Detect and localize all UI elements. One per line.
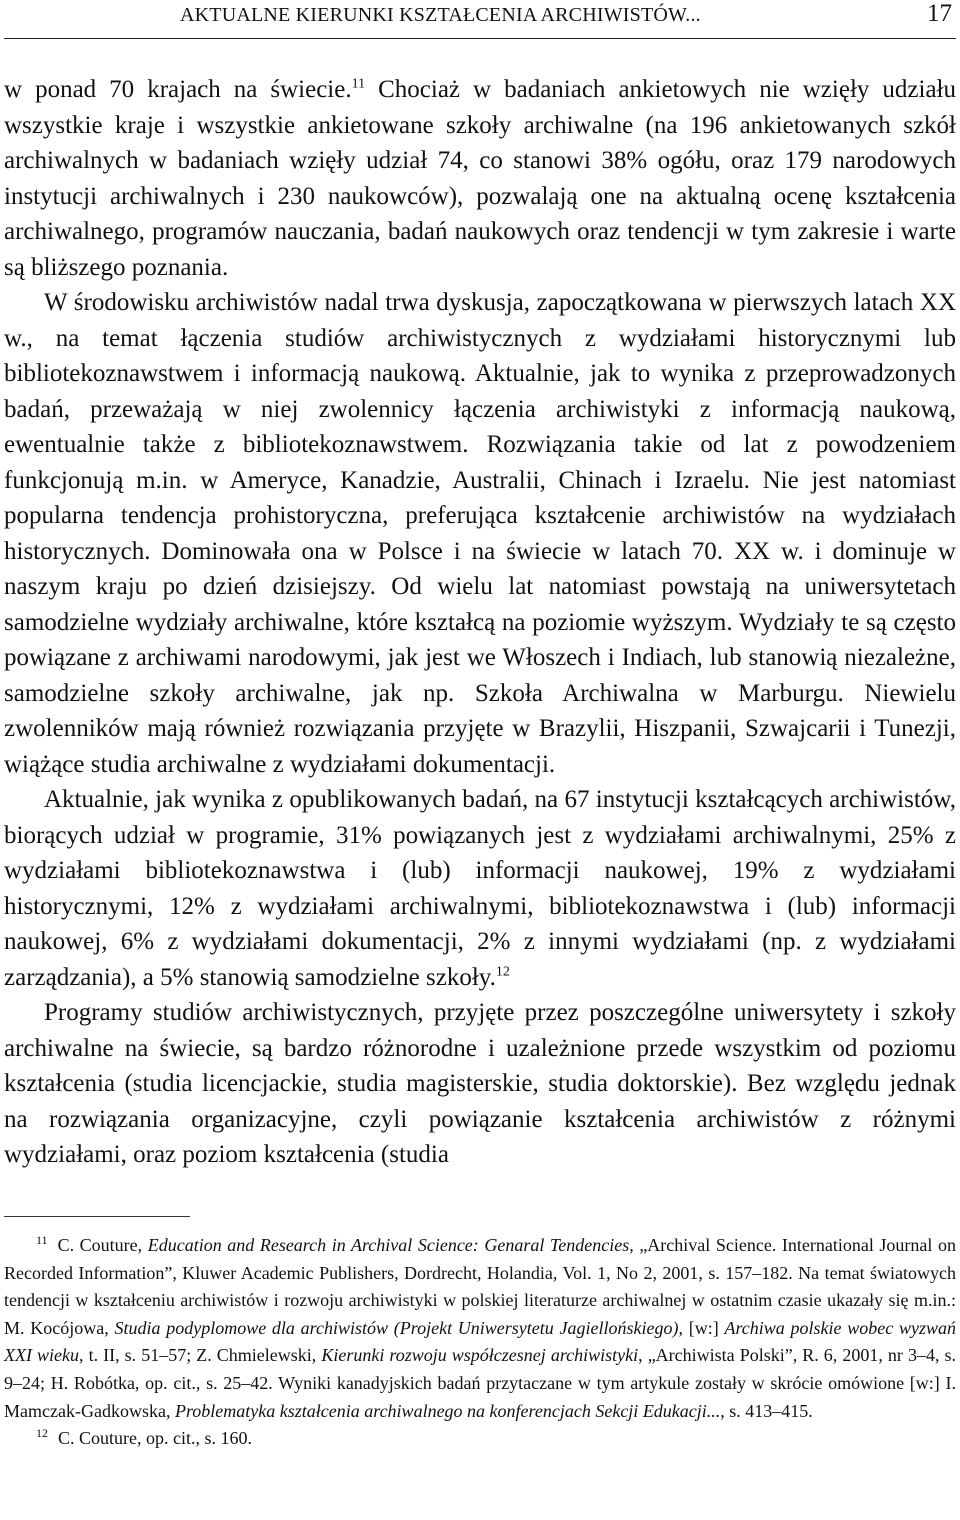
paragraph-4: Programy studiów archiwistycznych, przyjęte przez poszczególne uniwersytety i szkoły archiwalne na świecie, są bardzo różnorodne i uzależnione przede wszystkim od poziomu kształcenia (studia licencjackie, studia magisterskie, studia doktorskie). Bez względu jednak na rozwiązania organizacyjne, czyli powiązanie kształcenia archiwistów z różnymi wydziałami, oraz poziom kształcenia (studia: [4, 999, 956, 1168]
paragraph-1-rest: Chociaż w badaniach ankietowych nie wzięły udziału wszystkie kraje i wszystkie ankietowane szkoły archiwalne (na 196 ankietowanych szkół archiwalnych w badaniach wzięły udział 74, co stanowi 38% ogółu, oraz 179 narodowych instytucji archiwalnych i 230 naukowców), pozwalają one na aktualną ocenę kształcenia archiwalnego, programów nauczania, badań naukowych oraz tendencji w tym zakresie i warte są bliższego poznania.: [4, 76, 956, 281]
footnotes: [4, 1232, 956, 1453]
footnote-ref-11: 11: [351, 76, 366, 92]
page-number: 17: [927, 0, 952, 27]
page-header: [4, 0, 956, 39]
main-text: [4, 72, 956, 1173]
footnote-11: [4, 1232, 956, 1425]
footnote-11-text-6: , s. 413–415.: [720, 1400, 813, 1421]
footnote-11-text-3: , [w:]: [678, 1317, 725, 1338]
footnote-12-mark: 12: [36, 1426, 48, 1441]
footnote-ref-12: 12: [495, 964, 510, 980]
footnote-11-text-2: , „Archival Science. International Journal on Recorded Information”, Kluwer Academic Publishers, Dordrecht, Holandia, Vol. 1, No 2, 2001, s. 157–182. Na temat światowych tendencji w kształceniu archiwistów i rozwoju archiwistyki w polskiej literaturze archiwalnej w ostatnim czasie ukazały się m.in.: M. Kocójowa,: [4, 1235, 956, 1338]
footnote-11-title-4: Kierunki rozwoju współczesnej archiwistyki: [321, 1345, 639, 1366]
paragraph-1-start: w ponad 70 krajach na świecie.: [4, 76, 352, 103]
footnote-11-title-2: Studia podyplomowe dla archiwistów (Projekt Uniwersytetu Jagiellońskiego): [114, 1317, 679, 1338]
footnote-12: [4, 1425, 956, 1453]
footnote-11-text-4: , t. II, s. 51–57; Z. Chmielewski,: [79, 1345, 322, 1366]
paragraph-3-text: Aktualnie, jak wynika z opublikowanych badań, na 67 instytucji kształcących archiwistów, biorących udział w programie, 31% powiązanych jest z wydziałami archiwalnymi, 25% z wydziałami bibliotekoznawstwa i (lub) informacji naukowej, 19% z wydziałami historycznymi, 12% z wydziałami archiwalnymi, bibliotekoznawstwa i (lub) informacji naukowej, 6% z wydziałami dokumentacji, 2% z innymi wydziałami (np. z wydziałami zarządzania), a 5% stanowią samodzielne szkoły.: [4, 786, 956, 991]
footnote-12-text: C. Couture, op. cit., s. 160.: [58, 1428, 252, 1449]
running-head: AKTUALNE KIERUNKI KSZTAŁCENIA ARCHIWISTÓW...: [180, 4, 701, 26]
footnote-11-text-5: , „Archiwista Polski”, R. 6, 2001, nr 3–4, s. 9–24; H. Robótka, op. cit., s. 25–42. Wyniki kanadyjskich badań przytaczane w tym artykule zostały w skrócie omówione [w:] I. Mamczak-Gadkowska,: [4, 1345, 956, 1421]
footnote-11-text-1: C. Couture,: [57, 1235, 148, 1255]
paragraph-2: W środowisku archiwistów nadal trwa dyskusja, zapoczątkowana w pierwszych latach XX w., na temat łączenia studiów archiwistycznych z wydziałami historycznymi lub bibliotekoznawstwem i informacją naukową. Aktualnie, jak to wynika z przeprowadzonych badań, przeważają w niej zwolennicy łączenia archiwistyki z informacją naukową, ewentualnie także z bibliotekoznawstwem. Rozwiązania takie od lat z powodzeniem funkcjonują m.in. w Ameryce, Kanadzie, Australii, Chinach i Izraelu. Nie jest natomiast popularna tendencja prohistoryczna, preferująca kształcenie archiwistów na wydziałach historycznych. Dominowała ona w Polsce i na świecie w latach 70. XX w. i dominuje w naszym kraju po dzień dzisiejszy. Od wielu lat natomiast powstają na uniwersytetach samodzielne wydziały archiwalne, które kształcą na poziomie wyższym. Wydziały te są często powiązane z archiwami narodowymi, jak jest we Włoszech i Indiach, lub stanowią niezależne, samodzielne szkoły archiwalne, jak np. Szkoła Archiwalna w Marburgu. Niewielu zwolenników mają również rozwiązania przyjęte w Brazylii, Hiszpanii, Szwajcarii i Tunezji, wiążące studia archiwalne z wydziałami dokumentacji.: [4, 289, 956, 778]
footnote-11-mark: 11: [36, 1233, 48, 1247]
paragraph-1: [4, 72, 956, 285]
footnote-11-title-5: Problematyka kształcenia archiwalnego na konferencjach Sekcji Edukacji...: [174, 1400, 721, 1421]
paragraph-3: [4, 782, 956, 995]
footnote-11-title-1: Education and Research in Archival Science: Genaral Tendencies: [147, 1235, 630, 1255]
footnote-11-title-3: Archiwa polskie wobec wyzwań XXI wieku: [4, 1317, 956, 1366]
footnote-separator: [4, 1216, 190, 1217]
